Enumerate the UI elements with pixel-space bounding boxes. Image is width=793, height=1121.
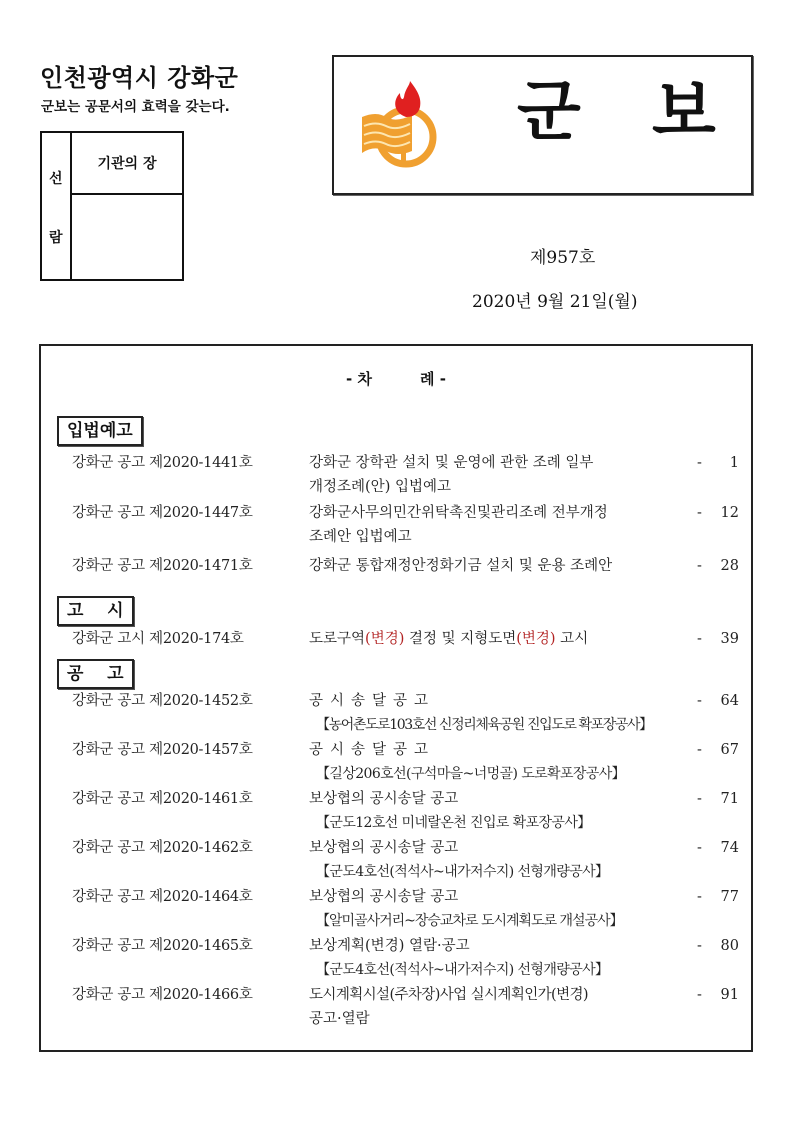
approval-label-bottom: 람 (49, 230, 63, 246)
approval-cell-head: 기관의 장 (72, 133, 182, 195)
entry-title-line2: 개정조례(안) 입법예고 (309, 479, 451, 495)
masthead-title-char-1: 군 (517, 73, 581, 150)
entry-subtitle: 【군도4호선(적석사~내가저수지) 선형개량공사】 (316, 962, 609, 978)
entry-number: 강화군 공고 제2020-1465호 (72, 938, 253, 954)
approval-box (40, 131, 184, 281)
entry-number: 강화군 공고 제2020-1452호 (72, 693, 253, 709)
entry-dash: - (697, 558, 702, 574)
entry-subtitle: 【농어촌도로103호선 신정리체육공원 진입도로 확포장공사】 (316, 717, 652, 733)
table-of-contents (39, 344, 753, 1052)
entry-title: 도로구역(변경) 결정 및 지형도면(변경) 고시 (309, 631, 589, 647)
entry-page: 12 (720, 505, 739, 521)
issue-number: 제957호 (530, 248, 596, 268)
section-label-notification: 고 시 (57, 596, 134, 626)
entry-page: 71 (720, 791, 739, 807)
entry-title: 보상협의 공시송달 공고 (309, 889, 459, 905)
entry-number: 강화군 공고 제2020-1471호 (72, 558, 253, 574)
entry-dash: - (697, 889, 702, 905)
entry-page: 28 (720, 558, 739, 574)
entry-subtitle: 【길상206호선(구석마을~너멍골) 도로확포장공사】 (316, 766, 626, 782)
entry-page: 77 (720, 889, 739, 905)
entry-page: 1 (729, 455, 739, 471)
entry-title: 강화군 통합재정안정화기금 설치 및 운용 조례안 (309, 558, 613, 574)
entry-dash: - (697, 693, 702, 709)
entry-title-line2: 조례안 입법예고 (309, 529, 412, 545)
entry-page: 91 (720, 987, 739, 1003)
entry-page: 80 (720, 938, 739, 954)
ganghwa-gun-emblem-icon (356, 79, 446, 174)
entry-title: 공시송달공고 (309, 693, 436, 709)
highlight-changed: (변경) (365, 631, 405, 647)
section-label-announcement: 공 고 (57, 659, 134, 689)
entry-number: 강화군 공고 제2020-1466호 (72, 987, 253, 1003)
entry-title: 도시계획시설(주차장)사업 실시계획인가(변경) (309, 987, 588, 1003)
masthead (332, 55, 753, 195)
entry-title: 보상계획(변경) 열람·공고 (309, 938, 470, 954)
entry-dash: - (697, 938, 702, 954)
entry-dash: - (697, 742, 702, 758)
section-label-legislative-notice: 입법예고 (57, 416, 143, 446)
entry-title-line2: 공고·열람 (309, 1011, 370, 1027)
issue-date: 2020년 9월 21일(월) (472, 292, 638, 312)
entry-number: 강화군 공고 제2020-1464호 (72, 889, 253, 905)
organization-subtitle: 군보는 공문서의 효력을 갖는다. (41, 99, 230, 115)
highlight-changed: (변경) (516, 631, 556, 647)
entry-title: 강화군사무의민간위탁촉진및관리조례 전부개정 (309, 505, 608, 521)
entry-number: 강화군 공고 제2020-1462호 (72, 840, 253, 856)
entry-number: 강화군 공고 제2020-1457호 (72, 742, 253, 758)
entry-dash: - (697, 791, 702, 807)
entry-number: 강화군 공고 제2020-1447호 (72, 505, 253, 521)
entry-subtitle: 【군도12호선 미네랄온천 진입로 확포장공사】 (316, 815, 591, 831)
entry-subtitle: 【알미골사거리~장승교차로 도시계획도로 개설공사】 (316, 913, 623, 929)
toc-heading: - 차 례 - (346, 370, 446, 388)
entry-page: 74 (720, 840, 739, 856)
entry-page: 39 (720, 631, 739, 647)
entry-title: 강화군 장학관 설치 및 운영에 관한 조례 일부 (309, 455, 594, 471)
entry-page: 67 (720, 742, 739, 758)
entry-title: 보상협의 공시송달 공고 (309, 791, 459, 807)
approval-label-column (42, 133, 72, 279)
entry-dash: - (697, 455, 702, 471)
entry-number: 강화군 고시 제2020-174호 (72, 631, 244, 647)
entry-number: 강화군 공고 제2020-1461호 (72, 791, 253, 807)
entry-title: 공시송달공고 (309, 742, 436, 758)
organization-title: 인천광역시 강화군 (40, 64, 239, 92)
entry-subtitle: 【군도4호선(적석사~내가저수지) 선형개량공사】 (316, 864, 609, 880)
entry-title: 보상협의 공시송달 공고 (309, 840, 459, 856)
entry-dash: - (697, 505, 702, 521)
entry-number: 강화군 공고 제2020-1441호 (72, 455, 253, 471)
entry-page: 64 (720, 693, 739, 709)
masthead-title-char-2: 보 (652, 73, 716, 150)
approval-label-top: 선 (49, 171, 63, 187)
entry-dash: - (697, 631, 702, 647)
entry-dash: - (697, 987, 702, 1003)
entry-dash: - (697, 840, 702, 856)
